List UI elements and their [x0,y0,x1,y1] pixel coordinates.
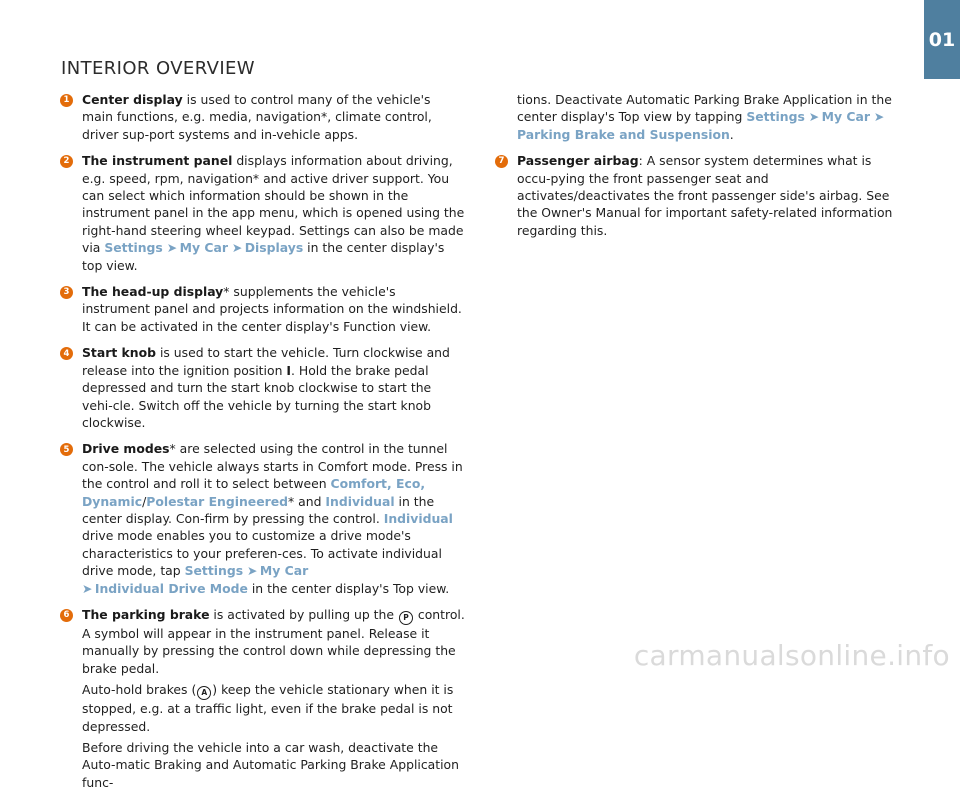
item-number-badge: 2 [60,155,73,168]
item-text: control. A symbol will appear in the instrument panel. Release it manually by pressing the control down while depressing the brake pedal. [82,606,465,676]
item-text: ) keep the vehicle stationary when it is stopped, e.g. at a traffic light, even if the brake pedal is not depressed. [82,682,454,734]
list-item-7 [497,152,897,239]
item-number-badge: 4 [60,347,73,360]
list-item-6 [62,606,465,791]
ui-path-displays: Displays [244,240,304,256]
paragraph [82,681,465,735]
item-text: Auto-hold brakes ( [82,682,197,698]
list-item-6-continued [497,91,897,143]
left-column [62,91,465,800]
separator: , [387,476,397,492]
item-term: Center display [82,92,183,107]
item-text: is activated by pulling up the [209,606,398,622]
arrow-right-icon: ➤ [231,240,243,256]
chapter-tab[interactable]: 01 [924,0,960,79]
ui-path-my-car: My Car [259,563,309,579]
ui-path-individual-drive-mode: Individual Drive Mode [94,580,248,596]
item-number-badge: 1 [60,94,73,107]
item-term: The parking brake [82,606,210,622]
item-text: . [729,126,734,142]
paragraph: Before driving the vehicle into a car wash, deactivate the Auto-matic Braking and Automatic Parking Brake Application func- [82,740,459,790]
item-number-badge: 7 [495,155,508,168]
ui-option-polestar-engineered: Polestar Engineered [146,493,288,509]
item-number-badge: 3 [60,286,73,299]
arrow-right-icon: ➤ [247,563,258,579]
arrow-right-icon: ➤ [82,580,93,596]
item-term: Drive modes [82,441,170,457]
item-text: * are selected using the control in the tunnel con-sole. The vehicle always starts in Comfort mode. Press in the control and roll it to select between [82,441,463,492]
item-text: displays information about driving, e.g. speed, rpm, navigation* and active driver support. You can select which information should be shown in the instrument panel in the app menu, which is opened using the right-hand steering wheel keypad. Settings can also be made via [82,153,465,256]
watermark: carmanualsonline.info [633,639,950,672]
ui-option-individual: Individual [325,493,395,509]
ui-path-my-car: My Car [821,109,870,125]
ui-path-my-car: My Car [179,240,228,256]
list-item-1 [62,91,465,143]
item-text: in the center display. Con-firm by pressing the control. [82,493,435,526]
item-number-badge: 6 [60,609,73,622]
ui-option-dynamic: Dynamic [82,493,143,509]
item-text: * supplements the vehicle's instrument panel and projects information on the windshield. It can be activated in the center display's Function view. [82,284,462,334]
separator: , [420,476,426,492]
ui-option-eco: Eco [396,476,421,492]
item-number-badge: 5 [60,443,73,456]
item-text: * and [288,493,326,509]
item-term: The instrument panel [82,153,233,169]
item-text: drive mode enables you to customize a drive mode's characteristics to your preferen-ces. To activate individual drive mode, tap [82,528,442,579]
list-item-3 [62,283,465,335]
item-text: in the center display's top view. [82,240,445,273]
ui-path-parking-brake-and-suspension: Parking Brake and Suspension [517,126,730,142]
ui-path-settings: Settings [104,240,163,256]
item-text: in the center display's Top view. [247,580,450,596]
right-column [497,91,897,248]
separator: / [142,493,147,509]
list-item-5 [62,440,465,597]
item-term: The head-up display [82,284,224,300]
item-text: tions. Deactivate Automatic Parking Brake Application in the center display's Top view by tapping [517,92,892,125]
ui-option-individual: Individual [383,510,453,526]
item-text: : A sensor system determines what is occu-pying the front passenger seat and activates/deactivates the front passenger side's airbag. See the Owner's Manual for important safety-related information regarding this. [517,153,893,238]
item-term: Start knob [82,345,156,361]
parking-brake-icon: P [399,611,413,625]
arrow-right-icon: ➤ [166,240,178,256]
item-text: is used to control many of the vehicle's main functions, e.g. media, navigation*, climate control, driver sup-port systems and in-vehicle apps. [82,92,432,142]
ui-option-comfort: Comfort [330,476,387,492]
page-title: INTERIOR OVERVIEW [61,58,256,79]
list-item-4 [62,344,465,431]
ignition-position: I [286,362,291,378]
item-text: is used to start the vehicle. Turn clockwise and release into the ignition position [82,345,450,378]
arrow-right-icon: ➤ [873,109,885,125]
auto-hold-icon: A [197,686,211,700]
arrow-right-icon: ➤ [808,109,820,125]
list-item-2 [62,152,465,274]
item-text: . Hold the brake pedal depressed and turn the start knob clockwise to start the vehi-cle. Switch off the vehicle by turning the start knob clockwise. [82,362,432,430]
ui-path-settings: Settings [746,109,805,125]
ui-path-settings: Settings [184,563,244,579]
item-term: Passenger airbag [517,153,639,169]
